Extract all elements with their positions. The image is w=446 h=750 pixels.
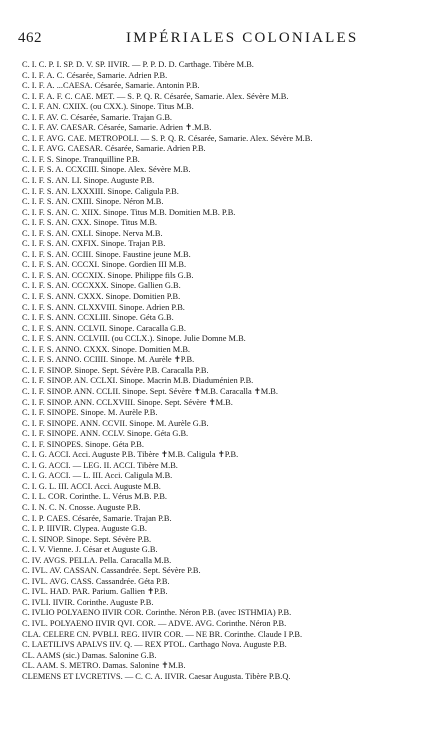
list-item: C. I. F. SINOP. Sinope. Sept. Sévère P.B. Caracalla P.B. (22, 365, 209, 375)
list-item: C. I. N. C. N. Cnosse. Auguste P.B. (22, 502, 141, 512)
list-item: C. I. V. Vienne. J. César et Auguste G.B. (22, 545, 158, 555)
list-item: C. LAETILIVS APALVS IIV. Q. — REX PTOL. Carthago Nova. Auguste P.B. (22, 640, 287, 650)
list-item: C. I. F. S. ANN. CCLVIII. (ou CCLX.). Sinope. Julie Domne M.B. (22, 334, 246, 344)
list-item: CLEMENS ET LVCRETIVS. — C. C. A. IIVIR. Caesar Augusta. Tibère P.B.Q. (22, 671, 291, 681)
list-item: C. I. F. A. ...CAESA. Césarée, Samarie. Antonin P.B. (22, 81, 200, 91)
list-item: C. I. F. AVG. CAESAR. Césarée, Samarie. Adrien P.B. (22, 144, 206, 154)
list-item: C. I. F. S. ANNO. CCIIII. Sinope. M. Aurèle ✝P.B. (22, 355, 195, 365)
list-item: C. I. G. L. III. ACCI. Acci. Auguste M.B. (22, 481, 161, 491)
list-item: C. I. F. S. AN. CCCXXX. Sinope. Gallien G.B. (22, 281, 181, 291)
list-item: C. IVL. AVG. CASS. Cassandrée. Géta P.B. (22, 576, 170, 586)
list-item: C. I. F. S. ANNO. CXXX. Sinope. Domitien M.B. (22, 344, 191, 354)
list-item: C. I. C. P. I. SP. D. V. SP. IIVIR. — P. P. D. D. Carthage. Tibère M.B. (22, 60, 254, 69)
list-item: CLA. CELERE CN. PVBLI. REG. IIVIR COR. — NE BR. Corinthe. Claude I P.B. (22, 629, 303, 639)
list-item: C. I. F. S. AN. LI. Sinope. Auguste P.B. (22, 176, 155, 186)
list-item: CL. AAM. S. METRO. Damas. Salonine ✝M.B. (22, 661, 186, 671)
list-item: C. I. F. S. Sinope. Tranquilline P.B. (22, 154, 140, 164)
list-item: C. IVLI. IIVIR. Corinthe. Auguste P.B. (22, 597, 154, 607)
list-item: C. I. L. COR. Corinthe. L. Vérus M.B. P.B. (22, 492, 168, 502)
list-item: C. I. F. AVG. CAE. METROPOLI. — S. P. Q. R. Césarée, Samarie. Alex. Sévère M.B. (22, 133, 313, 143)
list-item: C. I. F. S. AN. CCCXI. Sinope. Gordien III M.B. (22, 260, 187, 270)
list-item: C. I. F. S. ANN. CCXLIII. Sinope. Géta G.B. (22, 313, 174, 323)
list-item: C. I. G. ACCI. — L. III. Acci. Caligula M.B. (22, 471, 173, 481)
list-item: C. I. F. SINOP. ANN. CCLII. Sinope. Sept. Sévère ✝M.B. Caracalla ✝M.B. (22, 386, 278, 396)
list-item: C. I. F. A. F. C. CAE. MET. — S. P. Q. R. Césarée, Samarie. Alex. Sévère M.B. (22, 91, 289, 101)
running-title: IMPÉRIALES COLONIALES (126, 30, 359, 46)
list-item: C. I. F. S. AN. CXX. Sinope. Titus M.B. (22, 218, 157, 228)
list-item: C. I. F. SINOP. AN. CCLXI. Sinope. Macrin M.B. Diaduménien P.B. (22, 376, 254, 386)
list-item: C. I. F. SINOPE. ANN. CCLV. Sinope. Géta G.B. (22, 429, 189, 439)
list-item: C. I. G. ACCI. Acci. Auguste P.B. Tibère ✝M.B. Caligula ✝P.B. (22, 450, 239, 460)
list-item: C. I. F. S. ANN. CCLVII. Sinope. Caracalla G.B. (22, 323, 186, 333)
list-item: C. IVLIO POLYAENO IIVIR COR. Corinthe. Néron P.B. (avec ISTHMIA) P.B. (22, 608, 292, 618)
list-item: C. I. F. SINOPES. Sinope. Géta P.B. (22, 439, 144, 449)
list-item: C. I. P. CAES. Césarée, Samarie. Trajan P.B. (22, 513, 172, 523)
page-header (18, 30, 436, 52)
list-item: C. I. F. AN. CXIIX. (ou CXX.). Sinope. Titus M.B. (22, 102, 194, 112)
list-item: C. IV. AVGS. PELLA. Pella. Caracalla M.B. (22, 555, 172, 565)
list-item: C. I. F. S. AN. C. XIIX. Sinope. Titus M.B. Domitien M.B. P.B. (22, 207, 236, 217)
list-item: C. I. F. SINOP. ANN. CCLXVIII. Sinope. Sept. Sévère ✝M.B. (22, 397, 233, 407)
list-item: C. I. F. S. AN. LXXXIII. Sinope. Caligula P.B. (22, 186, 179, 196)
list-item: C. I. F. S. A. CCXCIII. Sinope. Alex. Sévère M.B. (22, 165, 191, 175)
list-item: CL. AAMS (sic.) Damas. Salonine G.B. (22, 650, 157, 660)
list-item: C. I. F. S. AN. CXIII. Sinope. Néron M.B. (22, 197, 164, 207)
list-item: C. IVL. HAD. PAR. Parium. Gallien ✝P.B. (22, 587, 168, 597)
entry-list (22, 60, 442, 682)
list-item: C. I. F. SINOPE. Sinope. M. Aurèle P.B. (22, 408, 158, 418)
list-item: C. I. F. S. AN. CCCXIX. Sinope. Philippe fils G.B. (22, 270, 194, 280)
list-item: C. IVL. AV. CASSAN. Cassandrée. Sept. Sévère P.B. (22, 566, 201, 576)
list-item: C. I. F. S. ANN. CXXX. Sinope. Domitien P.B. (22, 292, 181, 302)
list-item: C. I. F. SINOPE. ANN. CCVII. Sinope. M. Aurèle G.B. (22, 418, 209, 428)
list-item: C. I. F. A. C. Césarée, Samarie. Adrien P.B. (22, 70, 168, 80)
list-item: C. I. F. S. AN. CCIII. Sinope. Faustine jeune M.B. (22, 249, 191, 259)
list-item: C. I. F. AV. C. Césarée, Samarie. Trajan G.B. (22, 112, 172, 122)
list-item: C. IVL. POLYAENO IIVIR QVI. COR. — ADVE. AVG. Corinthe. Néron P.B. (22, 618, 287, 628)
list-item: C. I. SINOP. Sinope. Sept. Sévère P.B. (22, 534, 152, 544)
list-item: C. I. F. AV. CAESAR. Césarée, Samarie. Adrien ✝.M.B. (22, 123, 212, 133)
page-number: 462 (18, 30, 42, 46)
list-item: C. I. F. S. AN. CXLI. Sinope. Nerva M.B. (22, 228, 163, 238)
list-item: C. I. P. IIIVIR. Clypea. Auguste G.B. (22, 524, 147, 534)
list-item: C. I. F. S. ANN. CLXXVIII. Sinope. Adrien P.B. (22, 302, 185, 312)
list-item: C. I. F. S. AN. CXFIX. Sinope. Trajan P.B. (22, 239, 166, 249)
list-item: C. I. G. ACCI. — LEG. II. ACCI. Tibère M.B. (22, 460, 178, 470)
